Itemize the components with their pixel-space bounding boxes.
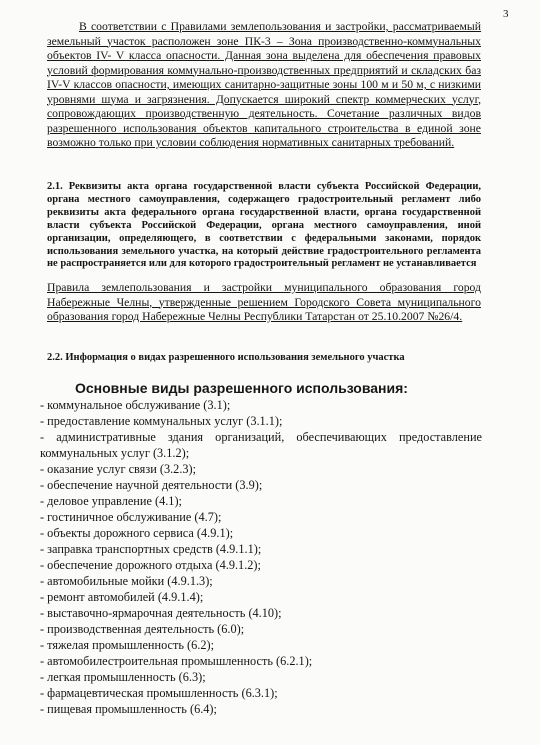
list-item: - тяжелая промышленность (6.2);: [40, 638, 215, 652]
list-item: - объекты дорожного сервиса (4.9.1);: [40, 526, 234, 540]
section-2-2-heading: 2.2. Информация о видах разрешенного использования земельного участка: [47, 352, 405, 363]
list-item: - заправка транспортных средств (4.9.1.1);: [40, 542, 262, 556]
list-item: - оказание услуг связи (3.2.3);: [40, 462, 197, 476]
section-2-1-heading: 2.1. Реквизиты акта органа государственной власти субъекта Российской Федерации, органа местного самоуправления, содержащего градостроительный регламент либо реквизиты акта федерального органа государственной власти, органа государственной власти субъекта Российской Федерации, органа местного самоуправления, иной организации, определяющего, в соответствии с федеральными законами, порядок использования земельного участка, на который действие градостроительного регламента не распространяется или для которого градостроительный регламент не устанавливается: [47, 181, 481, 270]
list-item: - обеспечение научной деятельности (3.9);: [40, 478, 263, 492]
list-item: - пищевая промышленность (6.4);: [40, 702, 217, 716]
list-item: - автомобилестроительная промышленность (6.2.1);: [40, 654, 313, 668]
list-item: - предоставление коммунальных услуг (3.1.1);: [40, 414, 283, 428]
list-item: - легкая промышленность (6.3);: [40, 670, 206, 684]
list-item: - коммунальное обслуживание (3.1);: [40, 398, 231, 412]
list-item: - обеспечение дорожного отдыха (4.9.1.2);: [40, 558, 261, 572]
list-item: - выставочно-ярмарочная деятельность (4.10);: [40, 606, 282, 620]
intro-paragraph: В соответствии с Правилами землепользования и застройки, рассматриваемый земельный участок расположен зоне ПК-3 – Зона производственно-коммунальных объектов IV- V класса опасности. Данная зона выделена для обеспечения правовых условий формирования коммунально-производственных предприятий и складских баз IV-V классов опасности, имеющих санитарно-защитные зоны 100 м и 50 м, с низкими уровнями шума и загрязнения. Допускается широкий спектр коммерческих услуг, сопровождающих производственную деятельность. Сочетание различных видов разрешенного использования объектов капитального строительства в единой зоне возможно только при условии соблюдения нормативных санитарных требований.: [47, 20, 481, 149]
list-item: - автомобильные мойки (4.9.1.3);: [40, 574, 213, 588]
list-item: - производственная деятельность (6.0);: [40, 622, 245, 636]
main-uses-list: [40, 397, 482, 717]
list-item: - деловое управление (4.1);: [40, 494, 182, 508]
main-uses-heading: Основные виды разрешенного использования:: [75, 380, 408, 396]
page-number: 3: [503, 8, 509, 20]
list-item: - ремонт автомобилей (4.9.1.4);: [40, 590, 204, 604]
list-item: - административные здания организаций, обеспечивающих предоставление коммунальных услуг (3.1.2);: [40, 430, 482, 460]
list-item: - фармацевтическая промышленность (6.3.1);: [40, 686, 278, 700]
list-item: - гостиничное обслуживание (4.7);: [40, 510, 222, 524]
section-2-1-value: Правила землепользования и застройки муниципального образования город Набережные Челны, утвержденные решением Городского Совета муниципального образования город Набережные Челны Республики Татарстан от 25.10.2007 №26/4.: [47, 281, 481, 323]
